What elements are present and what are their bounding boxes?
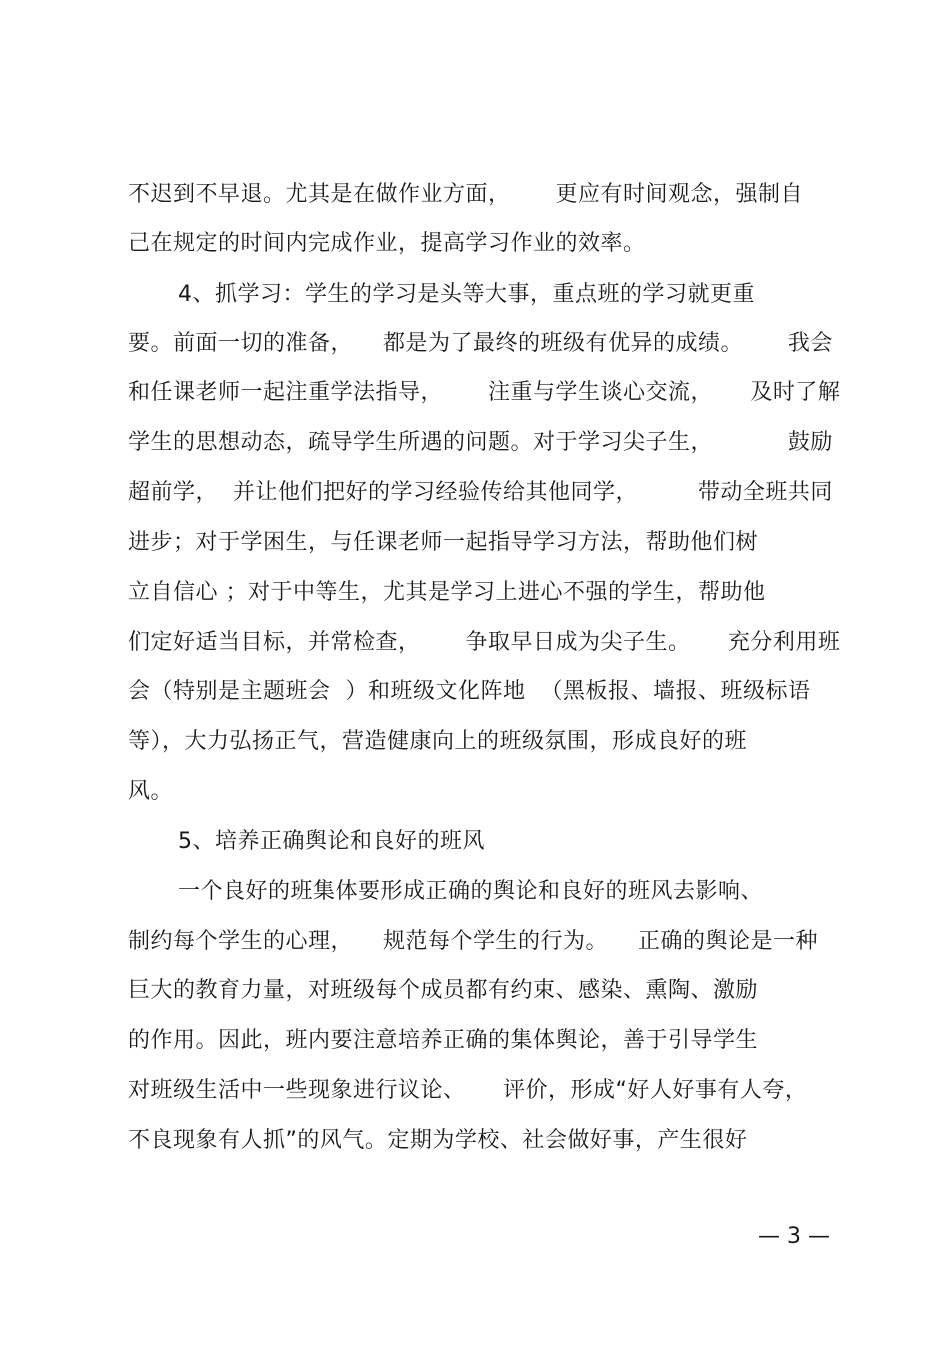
- text-line: 不迟到不早退。尤其是在做作业方面， 更应有时间观念，强制自: [128, 182, 803, 207]
- text-line: 巨大的教育力量，对班级每个成员都有约束、感染、熏陶、激励: [128, 978, 759, 1003]
- text-line: 们定好适当目标，并常检查， 争取早日成为尖子生。 充分利用班: [128, 630, 841, 655]
- text-line: 的作用。因此，班内要注意培养正确的集体舆论，善于引导学生: [128, 1028, 759, 1053]
- text-line: 制约每个学生的心理， 规范每个学生的行为。 正确的舆论是一种: [128, 929, 818, 954]
- text-line: 立自信心 ；对于中等生，尤其是学习上进心不强的学生，帮助他: [128, 580, 766, 605]
- text-line: 4、抓学习：学生的学习是头等大事，重点班的学习就更重: [178, 282, 755, 307]
- text-line: 进步；对于学困生，与任课老师一起指导学习方法，帮助他们树: [128, 530, 759, 555]
- text-line: 一个良好的班集体要形成正确的舆论和良好的班风去影响、: [178, 879, 764, 904]
- section-heading: 5、培养正确舆论和良好的班风: [178, 829, 485, 854]
- text-line: 学生的思想动态，疏导学生所遇的问题。对于学习尖子生， 鼓励: [128, 430, 833, 455]
- text-line: 不良现象有人抓”的风气。定期为学校、社会做好事，产生很好: [128, 1128, 748, 1153]
- text-line: 超前学， 并让他们把好的学习经验传给其他同学， 带动全班共同: [128, 480, 833, 505]
- text-line: 等），大力弘扬正气，营造健康向上的班级氛围，形成良好的班: [128, 729, 748, 754]
- text-line: 风。: [128, 779, 174, 804]
- text-line: 会（特别是主题班会 ）和班级文化阵地 （黑板报、墙报、班级标语: [128, 679, 811, 704]
- text-line: 和任课老师一起注重学法指导， 注重与学生谈心交流， 及时了解: [128, 380, 841, 405]
- page-number: — 3 —: [758, 1224, 830, 1249]
- text-line: 对班级生活中一些现象进行议论、 评价，形成“好人好事有人夸，: [128, 1078, 808, 1103]
- text-line: 己在规定的时间内完成作业，提高学习作业的效率。: [128, 231, 646, 256]
- text-line: 要。前面一切的准备， 都是为了最终的班级有优异的成绩。 我会: [128, 331, 833, 356]
